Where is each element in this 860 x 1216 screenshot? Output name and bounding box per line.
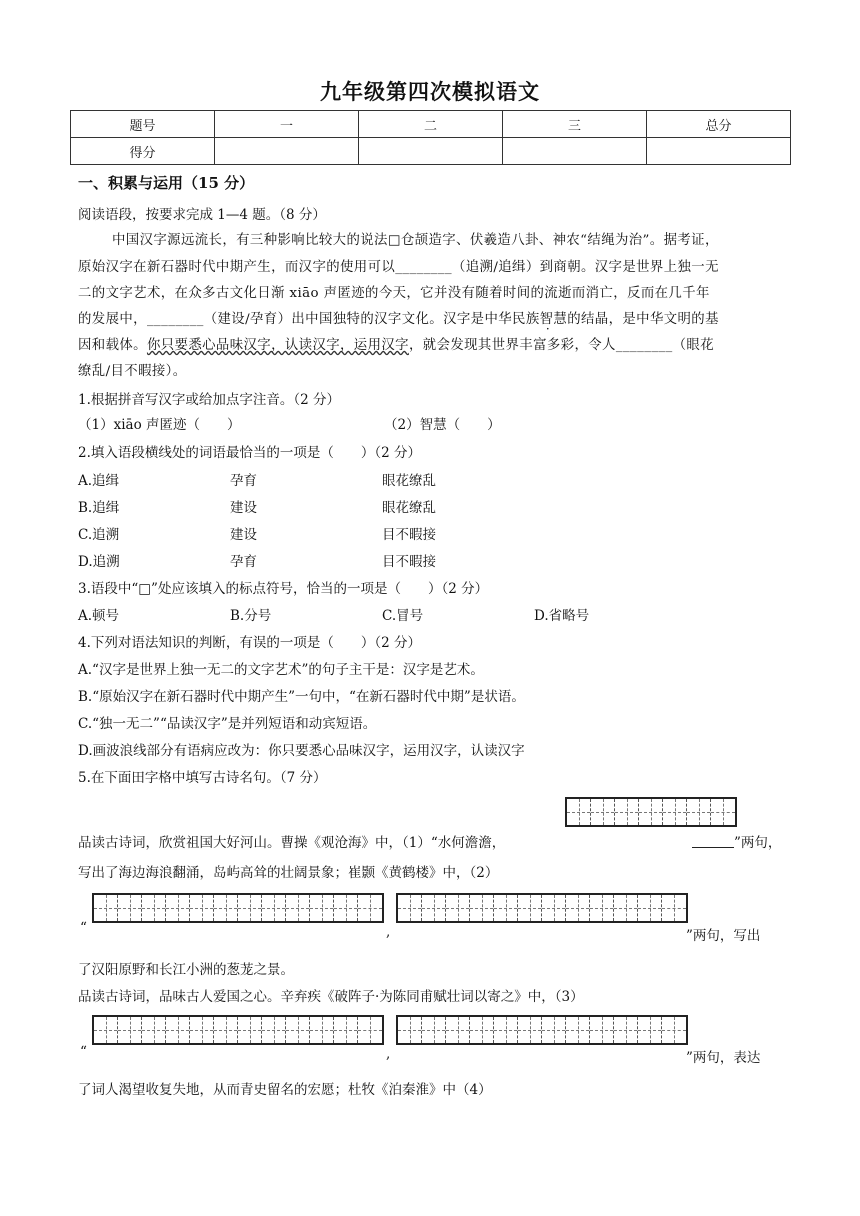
score-input-cell[interactable] <box>503 138 647 165</box>
grid-cell[interactable] <box>663 799 687 825</box>
grid-cell[interactable] <box>567 799 591 825</box>
q5-line-7: 了词人渴望收复失地，从而青史留名的宏愿；杜牧《泊秦淮》中（4） <box>78 1082 492 1098</box>
grid-cell[interactable] <box>142 895 166 921</box>
option-item[interactable]: C.追溯 <box>78 527 120 543</box>
option-item[interactable]: B.分号 <box>230 608 272 624</box>
grid-cell[interactable] <box>334 1017 358 1043</box>
fill-blank[interactable]: ________ <box>395 260 452 275</box>
tianzige-grid-3b[interactable] <box>396 1015 688 1045</box>
passage-line-1: 中国汉字源远流长，有三种影响比较大的说法□仓颉造字、伏羲造八卦、神农“结绳为治”。据考证， <box>112 233 719 248</box>
grid-cell[interactable] <box>566 895 590 921</box>
q1-part-b[interactable]: （2）智慧（ ） <box>384 417 501 433</box>
grid-cell[interactable] <box>166 1017 190 1043</box>
grid-cell[interactable] <box>542 1017 566 1043</box>
grid-cell[interactable] <box>662 895 686 921</box>
tianzige-grid-3a[interactable] <box>92 1015 384 1045</box>
grid-cell[interactable] <box>494 895 518 921</box>
grid-cell[interactable] <box>639 799 663 825</box>
grid-cell[interactable] <box>310 895 334 921</box>
grid-cell[interactable] <box>591 799 615 825</box>
fill-blank[interactable]: ________ <box>615 338 673 353</box>
tianzige-grid-2a[interactable] <box>92 893 384 923</box>
grid-cell[interactable] <box>310 1017 334 1043</box>
score-input-cell[interactable] <box>359 138 503 165</box>
grid-cell[interactable] <box>422 1017 446 1043</box>
grid-cell[interactable] <box>615 799 639 825</box>
option-item[interactable]: D.画波浪线部分有语病应改为：你只要悉心品味汉字，运用汉字，认读汉字 <box>78 743 525 759</box>
wavy-underline-sentence: 你只要悉心品味汉字，认读汉字，运用汉字 <box>146 338 409 353</box>
option-item[interactable]: C.“独一无二”“品读汉字”是并列短语和动宾短语。 <box>78 716 377 732</box>
grid-cell[interactable] <box>614 895 638 921</box>
q5-line-1: 品读古诗词，欣赏祖国大好河山。曹操《观沧海》中，（1）“水何澹澹， <box>78 835 506 851</box>
option-item: 孕育 <box>230 473 257 489</box>
grid-cell[interactable] <box>214 895 238 921</box>
grid-cell[interactable] <box>638 1017 662 1043</box>
grid-cell[interactable] <box>446 1017 470 1043</box>
option-item: 目不暇接 <box>382 527 436 543</box>
q5-line-3-end: ”两句，写出 <box>686 928 761 944</box>
q5-line-1-end: ”两句， <box>734 835 782 851</box>
grid-cell[interactable] <box>286 1017 310 1043</box>
grid-cell[interactable] <box>494 1017 518 1043</box>
tianzige-grid-1a[interactable] <box>565 797 737 827</box>
grid-cell[interactable] <box>118 895 142 921</box>
option-item: 建设 <box>230 527 257 543</box>
fill-blank[interactable]: ________ <box>146 312 204 327</box>
table-cell: 总分 <box>647 111 791 138</box>
grid-cell[interactable] <box>166 895 190 921</box>
option-item: 孕育 <box>230 554 257 570</box>
option-item: 眼花缭乱 <box>382 473 436 489</box>
grid-cell[interactable] <box>398 895 422 921</box>
table-cell: 三 <box>503 111 647 138</box>
grid-cell[interactable] <box>638 895 662 921</box>
grid-cell[interactable] <box>142 1017 166 1043</box>
table-row <box>71 138 791 165</box>
grid-cell[interactable] <box>518 895 542 921</box>
comma: , <box>386 1046 391 1062</box>
table-cell: 二 <box>359 111 503 138</box>
grid-cell[interactable] <box>711 799 735 825</box>
answer-underline <box>692 831 734 848</box>
quote-open: “ <box>80 1044 87 1060</box>
option-item[interactable]: B.追缉 <box>78 500 120 516</box>
score-input-cell[interactable] <box>215 138 359 165</box>
question-2: 2.填入语段横线处的词语最恰当的一项是（ ）（2 分） <box>78 445 422 461</box>
passage-line-3: 二的文字艺术，在众多古文化日渐 xiāo 声匿迹的今天，它并没有随着时间的流逝而消亡，反而在几千年 <box>78 286 710 301</box>
section-heading: 一、积累与运用（15 分） <box>78 174 255 192</box>
option-item[interactable]: D.省略号 <box>534 608 590 624</box>
comma: , <box>386 924 391 940</box>
option-item[interactable]: A.“汉字是世界上独一无二的文字艺术”的句子主干是：汉字是艺术。 <box>78 662 484 678</box>
grid-cell[interactable] <box>190 895 214 921</box>
q5-line-6-end: ”两句，表达 <box>686 1050 761 1066</box>
grid-cell[interactable] <box>470 1017 494 1043</box>
grid-cell[interactable] <box>262 1017 286 1043</box>
table-cell: 得分 <box>71 138 215 165</box>
grid-cell[interactable] <box>286 895 310 921</box>
grid-cell[interactable] <box>446 895 470 921</box>
question-1: 1.根据拼音写汉字或给加点字注音。（2 分） <box>78 392 341 408</box>
grid-cell[interactable] <box>238 895 262 921</box>
score-input-cell[interactable] <box>647 138 791 165</box>
tianzige-grid-2b[interactable] <box>396 893 688 923</box>
grid-cell[interactable] <box>238 1017 262 1043</box>
option-item: 目不暇接 <box>382 554 436 570</box>
grid-cell[interactable] <box>614 1017 638 1043</box>
grid-cell[interactable] <box>334 895 358 921</box>
option-item: 眼花缭乱 <box>382 500 436 516</box>
question-4: 4.下列对语法知识的判断，有误的一项是（ ）（2 分） <box>78 635 422 651</box>
q5-line-4: 了汉阳原野和长江小洲的葱茏之景。 <box>78 962 294 978</box>
grid-cell[interactable] <box>470 895 494 921</box>
grid-cell[interactable] <box>94 1017 118 1043</box>
grid-cell[interactable] <box>94 895 118 921</box>
grid-cell[interactable] <box>118 1017 142 1043</box>
q1-part-a[interactable]: （1）xiāo 声匿迹（ ） <box>78 417 241 433</box>
table-row <box>71 111 791 138</box>
grid-cell[interactable] <box>422 895 446 921</box>
passage-line-5: 因和载体。你只要悉心品味汉字，认读汉字，运用汉字，就会发现其世界丰富多彩，令人________（眼花 <box>78 338 714 353</box>
grid-cell[interactable] <box>358 1017 382 1043</box>
grid-cell[interactable] <box>542 895 566 921</box>
passage-line-6: 缭乱/目不暇接）。 <box>78 364 187 379</box>
question-5: 5.在下面田字格中填写古诗名句。（7 分） <box>78 770 327 786</box>
q5-line-2: 写出了海边海浪翻涌，岛屿高耸的壮阔景象；崔颢《黄鹤楼》中，（2） <box>78 865 499 881</box>
grid-cell[interactable] <box>687 799 711 825</box>
grid-cell[interactable] <box>590 895 614 921</box>
grid-cell[interactable] <box>662 1017 686 1043</box>
quote-open: “ <box>80 920 87 936</box>
grid-cell[interactable] <box>358 895 382 921</box>
score-table <box>70 110 791 165</box>
option-item[interactable]: B.“原始汉字在新石器时代中期产生”一句中，“在新石器时代中期”是状语。 <box>78 689 525 705</box>
passage-line-2: 原始汉字在新石器时代中期产生，而汉字的使用可以________（追溯/追缉）到商朝。汉字是世界上独一无 <box>78 260 719 275</box>
option-item[interactable]: C.冒号 <box>382 608 424 624</box>
dotted-char: 智 <box>539 312 554 327</box>
option-item: 建设 <box>230 500 257 516</box>
table-cell: 一 <box>215 111 359 138</box>
table-cell: 题号 <box>71 111 215 138</box>
grid-cell[interactable] <box>214 1017 238 1043</box>
passage-line-4: 的发展中，________（建设/孕育）出中国独特的汉字文化。汉字是中华民族智慧的结晶，是中华文明的基 <box>78 312 719 327</box>
option-item[interactable]: A.追缉 <box>78 473 120 489</box>
grid-cell[interactable] <box>262 895 286 921</box>
grid-cell[interactable] <box>190 1017 214 1043</box>
grid-cell[interactable] <box>398 1017 422 1043</box>
page-title: 九年级第四次模拟语文 <box>320 79 540 104</box>
question-3: 3.语段中“□”处应该填入的标点符号，恰当的一项是（ ）（2 分） <box>78 581 489 597</box>
grid-cell[interactable] <box>590 1017 614 1043</box>
q5-line-5: 品读古诗词，品味古人爱国之心。辛弃疾《破阵子·为陈同甫赋壮词以寄之》中，（3） <box>78 989 584 1005</box>
grid-cell[interactable] <box>566 1017 590 1043</box>
option-item[interactable]: D.追溯 <box>78 554 120 570</box>
section-intro: 阅读语段，按要求完成 1—4 题。（8 分） <box>78 207 326 223</box>
grid-cell[interactable] <box>518 1017 542 1043</box>
punct-box: □ <box>387 233 401 248</box>
option-item[interactable]: A.顿号 <box>78 608 120 624</box>
